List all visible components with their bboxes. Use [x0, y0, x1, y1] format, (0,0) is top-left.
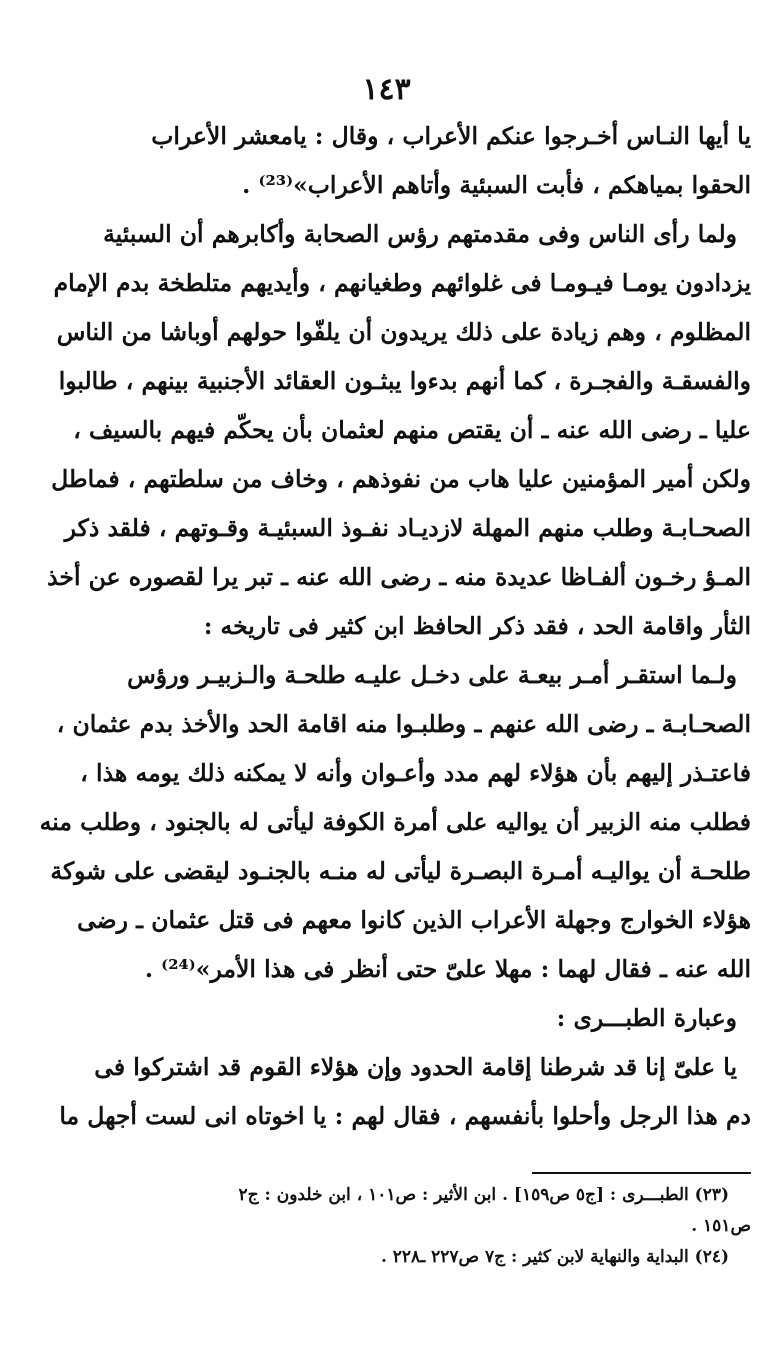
text-line: الصحـابـة وطلب منهم المهلة لازديـاد نفـوذ السبئيـة وقـوتهم ، فلقد ذكر [64, 514, 751, 542]
footnote-divider [532, 1172, 751, 1174]
text-line: طلحـة أن يواليـه أمـرة البصـرة ليأتى له منـه بالجنـود ليقضى على شوكة [50, 857, 751, 885]
text-line: دم هذا الرجل وأحلوا بأنفسهم ، فقال لهم : يا اخوتاه انى لست أجهل ما [59, 1102, 751, 1130]
text-line: ولـما استقـر أمـر بيعـة على دخـل عليـه طلحـة والـزبيـر ورؤس [127, 661, 737, 689]
footnote-line: ص١٥١ . [691, 1216, 751, 1236]
text-line: الله عنه ـ فقال لهما : مهلا علىّ حتى أنظر فى هذا الأمر»⁽²⁴⁾ . [144, 955, 751, 983]
text-line: ولكن أمير المؤمنين عليا هاب من نفوذهم ، وخاف من سلطتهم ، فماطل [51, 465, 751, 493]
text-line: وعبارة الطبـــرى : [556, 1004, 737, 1032]
text-line: الحقوا بمياهكم ، فأبت السبئية وأتاهم الأعراب»⁽²³⁾ . [242, 171, 751, 199]
text-line: فطلب منه الزبير أن يواليه على أمرة الكوفة ليأتى له بالجنود ، وطلب منه [40, 808, 751, 836]
text-line: هؤلاء الخوارج وجهلة الأعراب الذين كانوا معهم فى قتل عثمان ـ رضى [77, 906, 751, 934]
text-line: ولما رأى الناس وفى مقدمتهم رؤس الصحابة وأكابرهم أن السبئية [103, 220, 737, 248]
text-line: عليا ـ رضى الله عنه ـ أن يقتص منهم لعثمان بأن يحكّم فيهم بالسيف ، [73, 416, 751, 444]
text-line: المـؤ رخـون ألفـاظا عديدة منه ـ رضى الله عنه ـ تبر يرا لقصوره عن أخذ [47, 563, 751, 591]
footnotes [40, 1180, 751, 1273]
text-line: المظلوم ، وهم زيادة على ذلك يريدون أن يلفّوا حولهم أوباشا من الناس [56, 318, 751, 346]
footnote-line: (٢٤) البداية والنهاية لابن كثير : ج٧ ص٢٢٧ ـ٢٢٨ . [380, 1247, 729, 1267]
text-line: يا علىّ إنا قد شرطنا إقامة الحدود وإن هؤلاء القوم قد اشتركوا فى [94, 1053, 737, 1081]
text-line: فاعتـذر إليهم بأن هؤلاء لهم مدد وأعـوان وأنه لا يمكنه ذلك يومه هذا ، [80, 759, 751, 787]
text-line: الصحـابـة ـ رضى الله عنهم ـ وطلبـوا منه اقامة الحد والأخذ بدم عثمان ، [56, 710, 751, 738]
text-line: والفسقـة والفجـرة ، كما أنهم بدءوا يبثـون العقائد الأجنبية بينهم ، طالبوا [58, 367, 751, 395]
footnote-line: (٢٣) الطبـــرى : [ج٥ ص١٥٩] . ابن الأثير : ص١٠١ ، ابن خلدون : ج٢ [238, 1185, 729, 1205]
text-line: يا أيها النـاس أخـرجوا عنكم الأعراب ، وقال : يامعشر الأعراب [151, 122, 751, 150]
text-line: يزدادون يومـا فيـومـا فى غلوائهم وطغيانهم ، وأيديهم متلطخة بدم الإمام [53, 269, 751, 297]
page-number: ١٤٣ [362, 72, 411, 107]
text-line: الثأر واقامة الحد ، فقد ذكر الحافظ ابن كثير فى تاريخه : [203, 612, 751, 640]
body-text [40, 112, 751, 1141]
